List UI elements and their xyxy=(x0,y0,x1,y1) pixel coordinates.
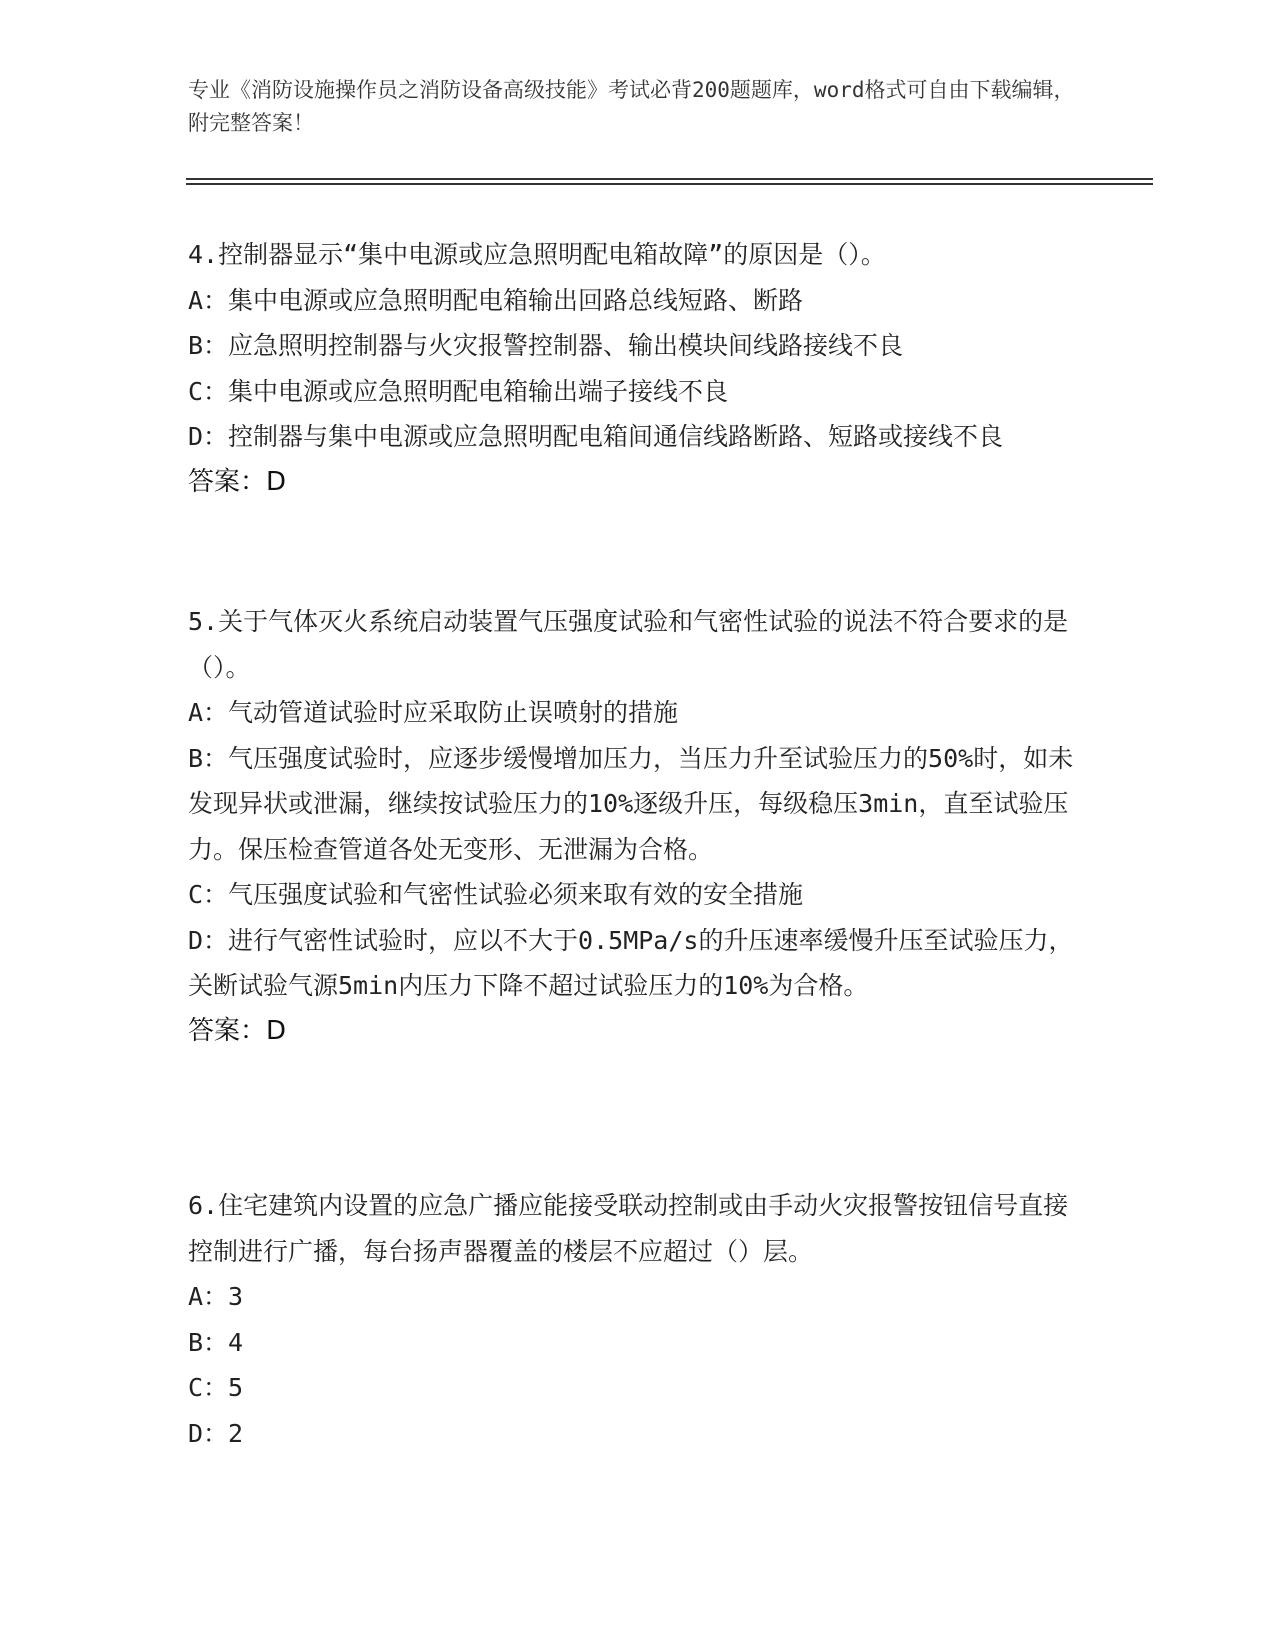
question-stem: 5.关于气体灭火系统启动装置气压强度试验和气密性试验的说法不符合要求的是（）。 xyxy=(188,607,1069,682)
option-d: D：控制器与集中电源或应急照明配电箱间通信线路断路、短路或接线不良 xyxy=(188,422,1004,451)
option-c: C：集中电源或应急照明配电箱输出端子接线不良 xyxy=(188,376,729,406)
option-b: B：4 xyxy=(188,1327,244,1357)
option-a: A：气动管道试验时应采取防止误喷射的措施 xyxy=(188,698,679,727)
question-stem: 6.住宅建筑内设置的应急广播应能接受联动控制或由手动火灾报警按钮信号直接控制进行广播，每台扬声器覆盖的楼层不应超过（）层。 xyxy=(188,1191,1069,1266)
header-divider-bottom xyxy=(186,183,1153,185)
option-c: C：气压强度试验和气密性试验必须来取有效的安全措施 xyxy=(188,880,804,909)
header-divider-top xyxy=(186,178,1153,180)
answer-line: 答案：D xyxy=(188,1015,287,1046)
option-a: A：3 xyxy=(188,1282,244,1311)
option-b: B：气压强度试验时，应逐步缓慢增加压力，当压力升至试验压力的50%时，如未发现异状或泄漏，继续按试验压力的10%逐级升压，每级稳压3min，直至试验压力。保压检查管道各处无变形、无泄漏为合格。 xyxy=(188,743,1074,864)
option-b: B：应急照明控制器与火灾报警控制器、输出模块间线路接线不良 xyxy=(188,331,904,360)
question-stem: 4.控制器显示“集中电源或应急照明配电箱故障”的原因是（）。 xyxy=(188,240,886,269)
answer-line: 答案：D xyxy=(188,466,287,497)
option-d: D：2 xyxy=(188,1418,244,1448)
question-5 xyxy=(188,599,1078,1054)
option-c: C：5 xyxy=(188,1373,244,1402)
page-header-title: 专业《消防设施操作员之消防设备高级技能》考试必背200题题库，word格式可自由下载编辑，附完整答案！ xyxy=(188,78,1075,135)
question-6 xyxy=(188,1183,1078,1456)
option-a: A：集中电源或应急照明配电箱输出回路总线短路、断路 xyxy=(188,285,804,315)
option-d: D：进行气密性试验时，应以不大于0.5MPa/s的升压速率缓慢升压至试验压力，关断试验气源5min内压力下降不超过试验压力的10%为合格。 xyxy=(188,925,1074,1000)
question-4 xyxy=(188,232,1078,505)
